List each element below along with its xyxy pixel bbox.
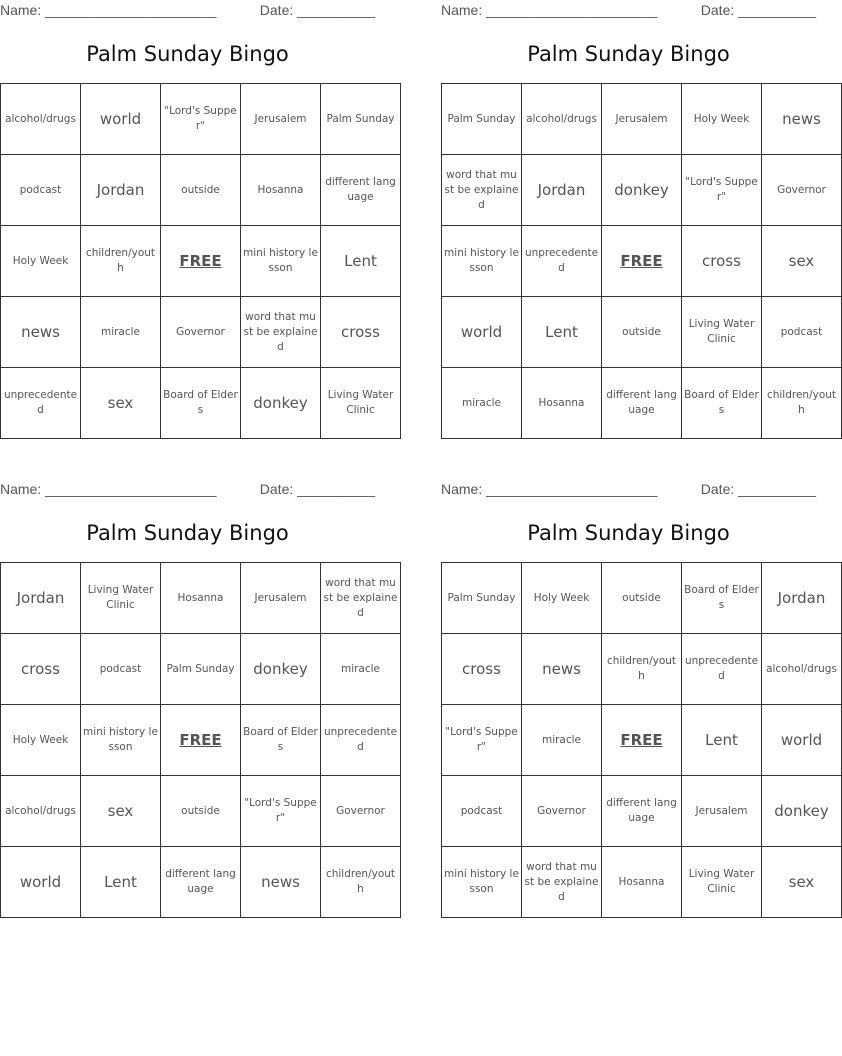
bingo-cell: Jordan — [1, 563, 81, 634]
date-field-label: Date: __________ — [259, 2, 375, 18]
bingo-cell: Board of Elders — [161, 368, 241, 439]
bingo-cell: mini history lesson — [241, 226, 321, 297]
bingo-cell: Jerusalem — [682, 776, 762, 847]
grid-row — [1, 84, 401, 155]
bingo-cell: different language — [321, 155, 401, 226]
grid-row — [442, 226, 842, 297]
bingo-cell: news — [1, 297, 81, 368]
bingo-card-4 — [441, 479, 837, 912]
bingo-grid — [441, 562, 842, 918]
grid-row — [442, 776, 842, 847]
bingo-card-1 — [0, 0, 396, 433]
bingo-cell: Governor — [321, 776, 401, 847]
bingo-cell: Lent — [682, 705, 762, 776]
bingo-card-2 — [441, 0, 837, 433]
bingo-cell: "Lord's Supper" — [241, 776, 321, 847]
free-space: FREE — [602, 705, 682, 776]
bingo-cell: "Lord's Supper" — [161, 84, 241, 155]
free-space: FREE — [602, 226, 682, 297]
name-field-label: Name: ______________________ — [0, 481, 217, 497]
name-field-label: Name: ______________________ — [441, 2, 658, 18]
bingo-cell: alcohol/drugs — [522, 84, 602, 155]
bingo-cell: children/youth — [602, 634, 682, 705]
bingo-cell: Living Water Clinic — [682, 297, 762, 368]
bingo-cell: donkey — [241, 634, 321, 705]
name-date-line — [0, 2, 375, 20]
name-date-line — [441, 481, 816, 499]
bingo-cell: cross — [321, 297, 401, 368]
name-date-line — [0, 481, 375, 499]
bingo-cell: different language — [161, 847, 241, 918]
bingo-cell: Living Water Clinic — [81, 563, 161, 634]
bingo-cell: donkey — [762, 776, 842, 847]
bingo-cell: Hosanna — [522, 368, 602, 439]
bingo-cell: outside — [602, 563, 682, 634]
bingo-cell: Lent — [321, 226, 401, 297]
card-title: Palm Sunday Bingo — [527, 42, 730, 66]
bingo-cell: miracle — [321, 634, 401, 705]
bingo-cell: Palm Sunday — [442, 563, 522, 634]
card-title: Palm Sunday Bingo — [86, 42, 289, 66]
grid-row — [442, 634, 842, 705]
bingo-cell: Palm Sunday — [321, 84, 401, 155]
bingo-cell: word that must be explained — [442, 155, 522, 226]
bingo-cell: news — [522, 634, 602, 705]
bingo-cell: Governor — [161, 297, 241, 368]
bingo-cell: outside — [602, 297, 682, 368]
bingo-cell: podcast — [81, 634, 161, 705]
bingo-cell: miracle — [442, 368, 522, 439]
bingo-cell: mini history lesson — [81, 705, 161, 776]
bingo-cell: word that must be explained — [522, 847, 602, 918]
bingo-cell: Jerusalem — [241, 84, 321, 155]
bingo-cell: Governor — [522, 776, 602, 847]
bingo-grid — [0, 562, 401, 918]
bingo-cell: "Lord's Supper" — [682, 155, 762, 226]
grid-row — [1, 155, 401, 226]
bingo-cell: Hosanna — [241, 155, 321, 226]
bingo-cell: sex — [81, 776, 161, 847]
bingo-cell: "Lord's Supper" — [442, 705, 522, 776]
bingo-cell: Jordan — [81, 155, 161, 226]
bingo-grid — [0, 83, 401, 439]
bingo-cell: word that must be explained — [321, 563, 401, 634]
grid-row — [1, 226, 401, 297]
bingo-cell: cross — [682, 226, 762, 297]
bingo-cell: Lent — [81, 847, 161, 918]
free-space: FREE — [161, 226, 241, 297]
grid-row — [1, 563, 401, 634]
bingo-cell: Board of Elders — [682, 368, 762, 439]
grid-row — [1, 776, 401, 847]
bingo-cell: world — [442, 297, 522, 368]
bingo-grid — [441, 83, 842, 439]
bingo-cell: podcast — [1, 155, 81, 226]
bingo-cell: cross — [442, 634, 522, 705]
card-title: Palm Sunday Bingo — [527, 521, 730, 545]
bingo-cell: world — [1, 847, 81, 918]
bingo-cell: cross — [1, 634, 81, 705]
grid-row — [1, 847, 401, 918]
grid-row — [1, 634, 401, 705]
bingo-cell: children/youth — [321, 847, 401, 918]
bingo-cell: news — [241, 847, 321, 918]
grid-row — [442, 297, 842, 368]
bingo-cell: Holy Week — [1, 705, 81, 776]
bingo-cell: Jordan — [762, 563, 842, 634]
bingo-cell: Palm Sunday — [161, 634, 241, 705]
bingo-cell: mini history lesson — [442, 847, 522, 918]
bingo-cell: unprecedented — [1, 368, 81, 439]
grid-row — [442, 84, 842, 155]
bingo-cell: Hosanna — [161, 563, 241, 634]
bingo-cell: different language — [602, 368, 682, 439]
free-space: FREE — [161, 705, 241, 776]
name-field-label: Name: ______________________ — [441, 481, 658, 497]
bingo-cell: sex — [762, 847, 842, 918]
grid-row — [442, 368, 842, 439]
grid-row — [1, 297, 401, 368]
bingo-cell: Holy Week — [682, 84, 762, 155]
bingo-cell: podcast — [442, 776, 522, 847]
bingo-cell: alcohol/drugs — [1, 84, 81, 155]
card-title: Palm Sunday Bingo — [86, 521, 289, 545]
bingo-cell: Living Water Clinic — [682, 847, 762, 918]
name-field-label: Name: ______________________ — [0, 2, 217, 18]
bingo-cell: unprecedented — [522, 226, 602, 297]
bingo-cell: outside — [161, 776, 241, 847]
bingo-cell: Holy Week — [1, 226, 81, 297]
bingo-cell: donkey — [241, 368, 321, 439]
bingo-cell: Holy Week — [522, 563, 602, 634]
bingo-cell: donkey — [602, 155, 682, 226]
bingo-cell: Governor — [762, 155, 842, 226]
bingo-cell: world — [762, 705, 842, 776]
bingo-cell: different language — [602, 776, 682, 847]
date-field-label: Date: __________ — [700, 481, 816, 497]
bingo-cell: world — [81, 84, 161, 155]
bingo-cell: Board of Elders — [682, 563, 762, 634]
grid-row — [442, 155, 842, 226]
bingo-cell: unprecedented — [682, 634, 762, 705]
bingo-cell: sex — [81, 368, 161, 439]
bingo-cell: Board of Elders — [241, 705, 321, 776]
grid-row — [1, 368, 401, 439]
bingo-cell: sex — [762, 226, 842, 297]
bingo-cell: Jerusalem — [241, 563, 321, 634]
name-date-line — [441, 2, 816, 20]
bingo-cell: news — [762, 84, 842, 155]
grid-row — [442, 705, 842, 776]
bingo-cell: Lent — [522, 297, 602, 368]
bingo-cell: miracle — [522, 705, 602, 776]
bingo-cell: Palm Sunday — [442, 84, 522, 155]
bingo-cell: children/youth — [81, 226, 161, 297]
grid-row — [1, 705, 401, 776]
bingo-cell: mini history lesson — [442, 226, 522, 297]
bingo-cell: Jerusalem — [602, 84, 682, 155]
bingo-card-3 — [0, 479, 398, 912]
bingo-cell: alcohol/drugs — [762, 634, 842, 705]
bingo-cell: podcast — [762, 297, 842, 368]
bingo-cell: outside — [161, 155, 241, 226]
bingo-cell: unprecedented — [321, 705, 401, 776]
date-field-label: Date: __________ — [700, 2, 816, 18]
bingo-cell: word that must be explained — [241, 297, 321, 368]
bingo-cell: Living Water Clinic — [321, 368, 401, 439]
grid-row — [442, 563, 842, 634]
bingo-cell: miracle — [81, 297, 161, 368]
bingo-cell: Jordan — [522, 155, 602, 226]
grid-row — [442, 847, 842, 918]
bingo-cell: alcohol/drugs — [1, 776, 81, 847]
date-field-label: Date: __________ — [259, 481, 375, 497]
bingo-cell: Hosanna — [602, 847, 682, 918]
bingo-cell: children/youth — [762, 368, 842, 439]
